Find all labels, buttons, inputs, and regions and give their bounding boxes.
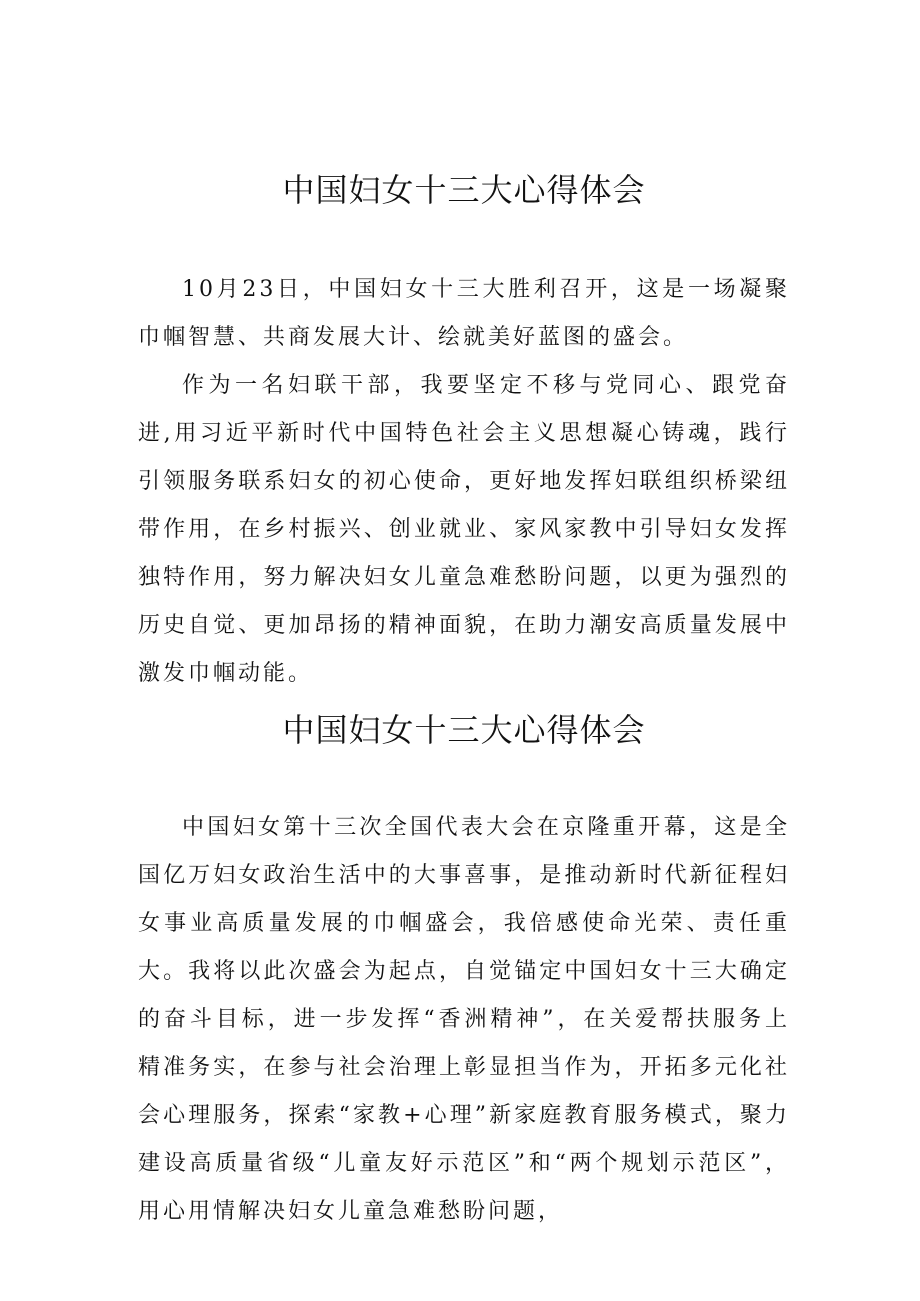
paragraph: 10月23日，中国妇女十三大胜利召开，这是一场凝聚巾帼智慧、共商发展大计、绘就美好蓝图的盛会。: [138, 277, 790, 350]
paragraph: 中国妇女第十三次全国代表大会在京隆重开幕，这是全国亿万妇女政治生活中的大事喜事，是推动新时代新征程妇女事业高质量发展的巾帼盛会，我倍感使命光荣、责任重大。我将以此次盛会为起点，自觉锚定中国妇女十三大确定的奋斗目标，进一步发挥“香洲精神”，在关爱帮扶服务上精准务实，在参与社会治理上彰显担当作为，开拓多元化社会心理服务，探索“家教+心理”新家庭教育服务模式，聚力建设高质量省级“儿童友好示范区”和“两个规划示范区”，用心用情解决妇女儿童急难愁盼问题，: [138, 815, 790, 1224]
paragraph: 作为一名妇联干部，我要坚定不移与党同心、跟党奋进,用习近平新时代中国特色社会主义思想凝心铸魂，践行引领服务联系妇女的初心使命，更好地发挥妇联组织桥梁纽带作用，在乡村振兴、创业就业、家风家教中引导妇女发挥独特作用，努力解决妇女儿童急难愁盼问题，以更为强烈的历史自觉、更加昂扬的精神面貌，在助力潮安高质量发展中激发巾帼动能。: [138, 373, 790, 686]
section-1: [138, 160, 790, 698]
section-2: [138, 700, 790, 1236]
section-title: 中国妇女十三大心得体会: [282, 171, 646, 209]
section-title: 中国妇女十三大心得体会: [282, 711, 646, 749]
